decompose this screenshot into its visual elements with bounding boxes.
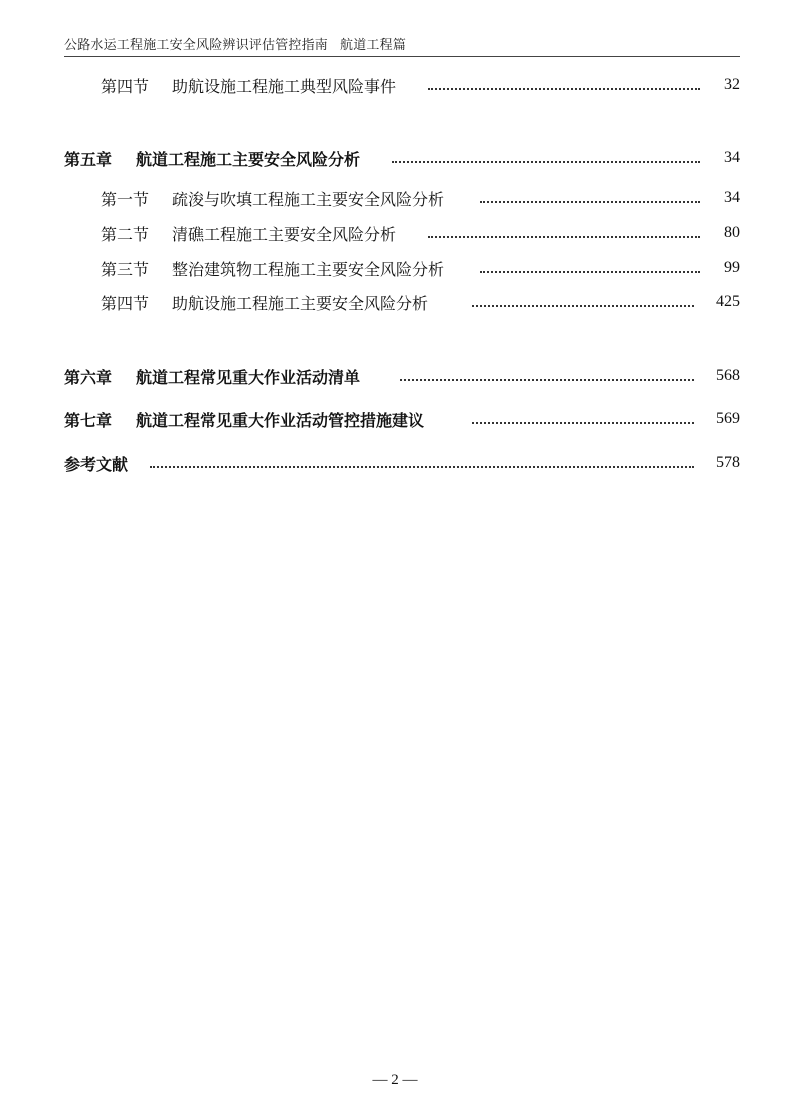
dot-leader	[400, 379, 694, 381]
toc-entry-chapter-5[interactable]	[0, 146, 790, 170]
toc-entry-page: 34	[724, 149, 740, 166]
toc-entry-page: 32	[724, 76, 740, 93]
toc-entry-section-2-reef-clearing[interactable]	[0, 221, 790, 245]
header-volume: 航道工程篇	[340, 38, 407, 53]
toc-entry-title: 航道工程常见重大作业活动清单	[136, 367, 361, 387]
toc-entry-number: 第二节	[101, 224, 150, 244]
dot-leader	[150, 466, 694, 468]
toc-entry-number: 第一节	[101, 189, 150, 209]
toc-entry-page: 425	[716, 293, 740, 310]
page-number: — 2 —	[372, 1072, 418, 1088]
toc-entry-chapter-7[interactable]	[0, 407, 790, 431]
toc-entry-number: 第五章	[64, 149, 113, 169]
toc-entry-title: 参考文献	[64, 454, 129, 474]
toc-entry-title: 助航设施工程施工主要安全风险分析	[172, 293, 429, 313]
dot-leader	[472, 422, 694, 424]
dot-leader	[392, 161, 700, 163]
toc-entry-chapter-6[interactable]	[0, 364, 790, 388]
toc-entry-page: 34	[724, 189, 740, 206]
toc-entry-section-3-regulation-structures[interactable]	[0, 256, 790, 280]
toc-entry-number: 第七章	[64, 410, 113, 430]
dot-leader	[480, 271, 700, 273]
toc-entry-section-1-dredging[interactable]	[0, 186, 790, 210]
toc-entry-number: 第三节	[101, 259, 150, 279]
toc-entry-title: 清礁工程施工主要安全风险分析	[172, 224, 397, 244]
toc-entry-number: 第四节	[101, 293, 150, 313]
toc-entry-page: 569	[716, 410, 740, 427]
toc-entry-page: 578	[716, 454, 740, 471]
toc-entry-title: 疏浚与吹填工程施工主要安全风险分析	[172, 189, 445, 209]
toc-entry-section-4-risk-events[interactable]	[0, 73, 790, 97]
toc-entry-number: 第四节	[101, 76, 150, 96]
toc-entry-title: 整治建筑物工程施工主要安全风险分析	[172, 259, 445, 279]
toc-entry-title: 航道工程施工主要安全风险分析	[136, 149, 361, 169]
dot-leader	[428, 88, 700, 90]
header-rule	[64, 56, 740, 57]
running-header	[64, 34, 406, 53]
toc-entry-page: 568	[716, 367, 740, 384]
toc-entry-section-4-navigation-aids[interactable]	[0, 290, 790, 314]
toc-entry-title: 航道工程常见重大作业活动管控措施建议	[136, 410, 425, 430]
toc-entry-page: 80	[724, 224, 740, 241]
toc-entry-page: 99	[724, 259, 740, 276]
dot-leader	[428, 236, 700, 238]
header-book-title: 公路水运工程施工安全风险辨识评估管控指南	[64, 38, 329, 53]
dot-leader	[472, 305, 694, 307]
toc-entry-title: 助航设施工程施工典型风险事件	[172, 76, 397, 96]
dot-leader	[480, 201, 700, 203]
toc-entry-references[interactable]	[0, 451, 790, 475]
toc-entry-number: 第六章	[64, 367, 113, 387]
